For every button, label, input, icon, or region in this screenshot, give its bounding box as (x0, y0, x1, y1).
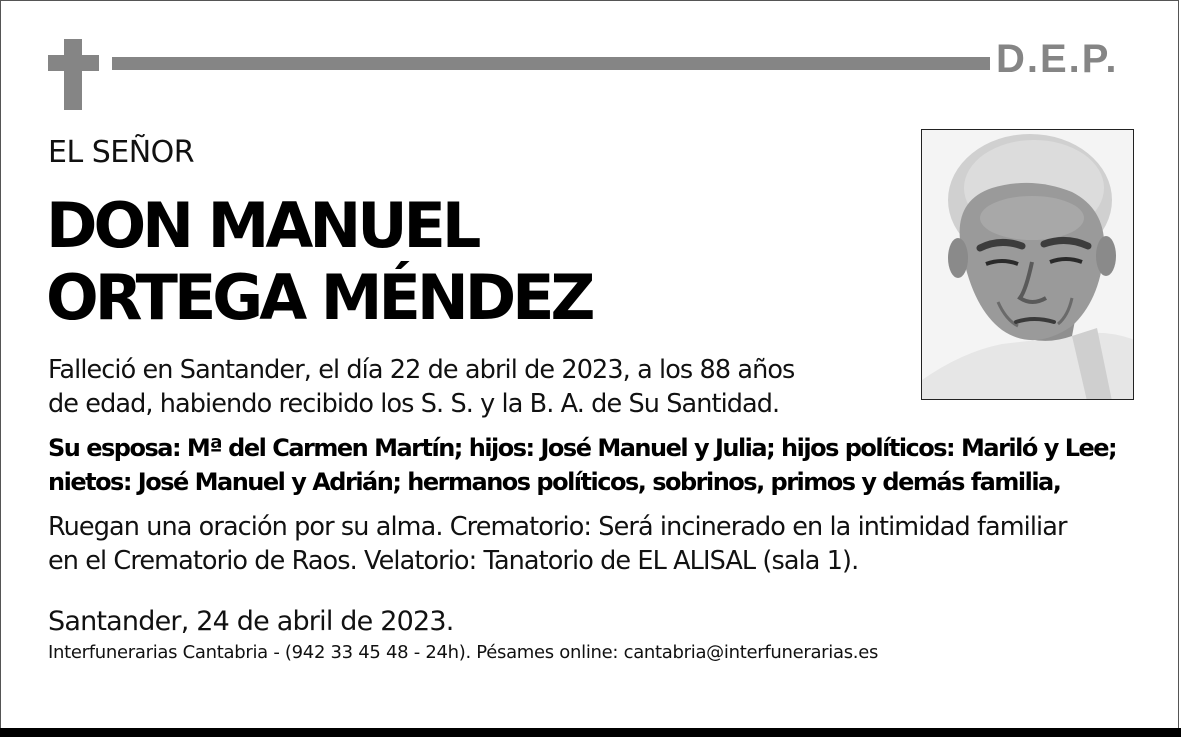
death-info-line-1: Falleció en Santander, el día 22 de abril de 2023, a los 88 años (48, 355, 795, 385)
service-info-line-1: Ruegan una oración por su alma. Crematorio: Será incinerado en la intimidad familiar (48, 512, 1067, 542)
dep-label: D.E.P. (996, 37, 1119, 81)
funeral-home-footer: Interfunerarias Cantabria - (942 33 45 48 - 24h). Pésames online: cantabria@interfunerarias.es (48, 642, 879, 663)
place-date: Santander, 24 de abril de 2023. (48, 606, 454, 637)
portrait-photo (921, 129, 1134, 400)
header-rule (112, 57, 990, 70)
family-line-2: nietos: José Manuel y Adrián; hermanos políticos, sobrinos, primos y demás familia, (48, 468, 1061, 496)
bottom-rule (0, 728, 1181, 737)
deceased-name-line-2: ORTEGA MÉNDEZ (46, 261, 592, 334)
cross-icon (48, 39, 99, 110)
honorific-title: EL SEÑOR (48, 135, 195, 170)
service-info-line-2: en el Crematorio de Raos. Velatorio: Tanatorio de EL ALISAL (sala 1). (48, 546, 859, 576)
death-info-line-2: de edad, habiendo recibido los S. S. y la B. A. de Su Santidad. (48, 389, 780, 419)
portrait-illustration (922, 130, 1134, 400)
deceased-name-line-1: DON MANUEL (46, 189, 478, 262)
family-line-1: Su esposa: Mª del Carmen Martín; hijos: José Manuel y Julia; hijos políticos: Mariló y Lee; (48, 434, 1117, 462)
